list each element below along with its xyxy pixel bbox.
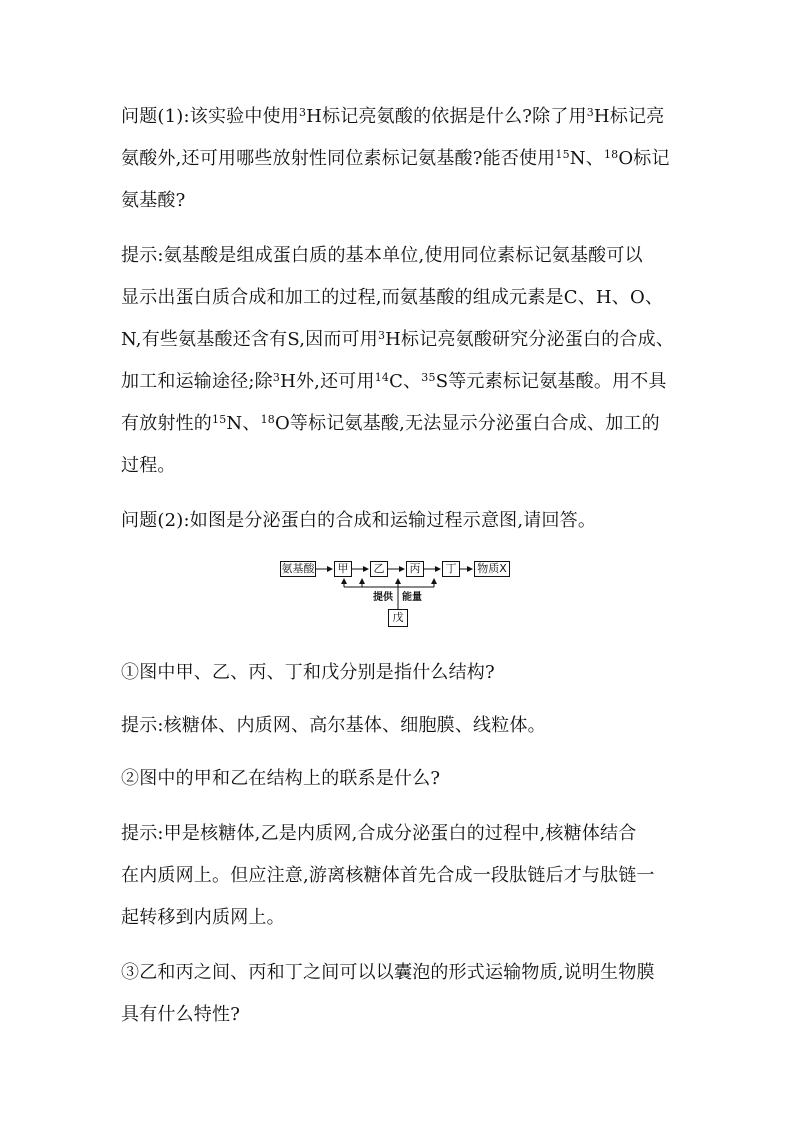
text-run: C、 bbox=[389, 371, 422, 392]
question-1-line-1 bbox=[121, 106, 664, 128]
text-run: N,有些氨基酸还含有S,因而可用 bbox=[121, 329, 378, 350]
superscript: 14 bbox=[374, 371, 390, 384]
secretory-protein-diagram bbox=[280, 557, 520, 629]
sub-question-1: ①图中甲、乙、丙、丁和戊分别是指什么结构? bbox=[121, 662, 495, 683]
text-run: O等标记氨基酸,无法显示分泌蛋白合成、加工的 bbox=[274, 413, 660, 434]
superscript: 3 bbox=[377, 329, 386, 342]
label-energy: 能量 bbox=[402, 592, 422, 603]
sub-question-3-line-1: ③乙和丙之间、丙和丁之间可以以囊泡的形式运输物质,说明生物膜 bbox=[121, 962, 655, 983]
text-run: N、 bbox=[569, 148, 604, 169]
sub-answer-2-line-2: 在内质网上。但应注意,游离核糖体首先合成一段肽链后才与肽链一 bbox=[121, 865, 655, 886]
text-run: 有放射性的 bbox=[121, 413, 212, 434]
answer-1-line-1: 提示:氨基酸是组成蛋白质的基本单位,使用同位素标记氨基酸可以 bbox=[121, 245, 643, 266]
question-1-line-3: 氨基酸? bbox=[121, 190, 186, 211]
label-supply: 提供 bbox=[373, 592, 393, 603]
answer-1-line-4 bbox=[121, 371, 667, 393]
superscript: 18 bbox=[603, 148, 619, 161]
text-run: 加工和运输途径;除 bbox=[121, 371, 273, 392]
text-run: H标记亮 bbox=[593, 106, 665, 127]
box-bing: 丙 bbox=[406, 561, 424, 577]
text-run: N、 bbox=[226, 413, 261, 434]
sub-answer-1: 提示:核糖体、内质网、高尔基体、细胞膜、线粒体。 bbox=[121, 715, 546, 736]
superscript: 35 bbox=[421, 371, 436, 384]
text-run: 问题(1):该实验中使用 bbox=[121, 106, 299, 127]
text-run: H标记亮氨酸研究分泌蛋白的合成、 bbox=[385, 329, 675, 350]
question-1-line-2 bbox=[121, 148, 670, 170]
text-run: S等元素标记氨基酸。用不具 bbox=[435, 371, 667, 392]
sub-answer-2-line-1: 提示:甲是核糖体,乙是内质网,合成分泌蛋白的过程中,核糖体结合 bbox=[121, 823, 637, 844]
sub-answer-2-line-3: 起转移到内质网上。 bbox=[121, 907, 285, 928]
text-run: O标记 bbox=[618, 148, 670, 169]
superscript: 3 bbox=[298, 106, 307, 119]
superscript: 15 bbox=[555, 148, 570, 161]
box-amino-acid: 氨基酸 bbox=[281, 562, 315, 575]
text-run: H标记亮氨酸的依据是什么?除了用 bbox=[306, 106, 587, 127]
answer-1-line-3 bbox=[121, 329, 674, 351]
box-yi: 乙 bbox=[370, 561, 388, 577]
box-ding: 丁 bbox=[442, 561, 460, 577]
sub-question-3-line-2: 具有什么特性? bbox=[121, 1004, 241, 1025]
text-run: 氨酸外,还可用哪些放射性同位素标记氨基酸?能否使用 bbox=[121, 148, 556, 169]
box-wu: 戊 bbox=[388, 609, 408, 627]
superscript: 3 bbox=[586, 106, 594, 119]
answer-1-line-2: 显示出蛋白质合成和加工的过程,而氨基酸的组成元素是C、H、O、 bbox=[121, 287, 664, 308]
box-product-x: 物质X bbox=[474, 561, 510, 577]
answer-1-line-5 bbox=[121, 413, 660, 435]
answer-1-line-6: 过程。 bbox=[121, 455, 176, 476]
text-run: H外,还可用 bbox=[280, 371, 375, 392]
box-jia: 甲 bbox=[334, 561, 352, 577]
superscript: 15 bbox=[212, 413, 227, 426]
question-2-line-1: 问题(2):如图是分泌蛋白的合成和运输过程示意图,请回答。 bbox=[121, 510, 597, 531]
superscript: 3 bbox=[272, 371, 281, 384]
superscript: 18 bbox=[260, 413, 275, 426]
sub-question-2: ②图中的甲和乙在结构上的联系是什么? bbox=[121, 768, 441, 789]
